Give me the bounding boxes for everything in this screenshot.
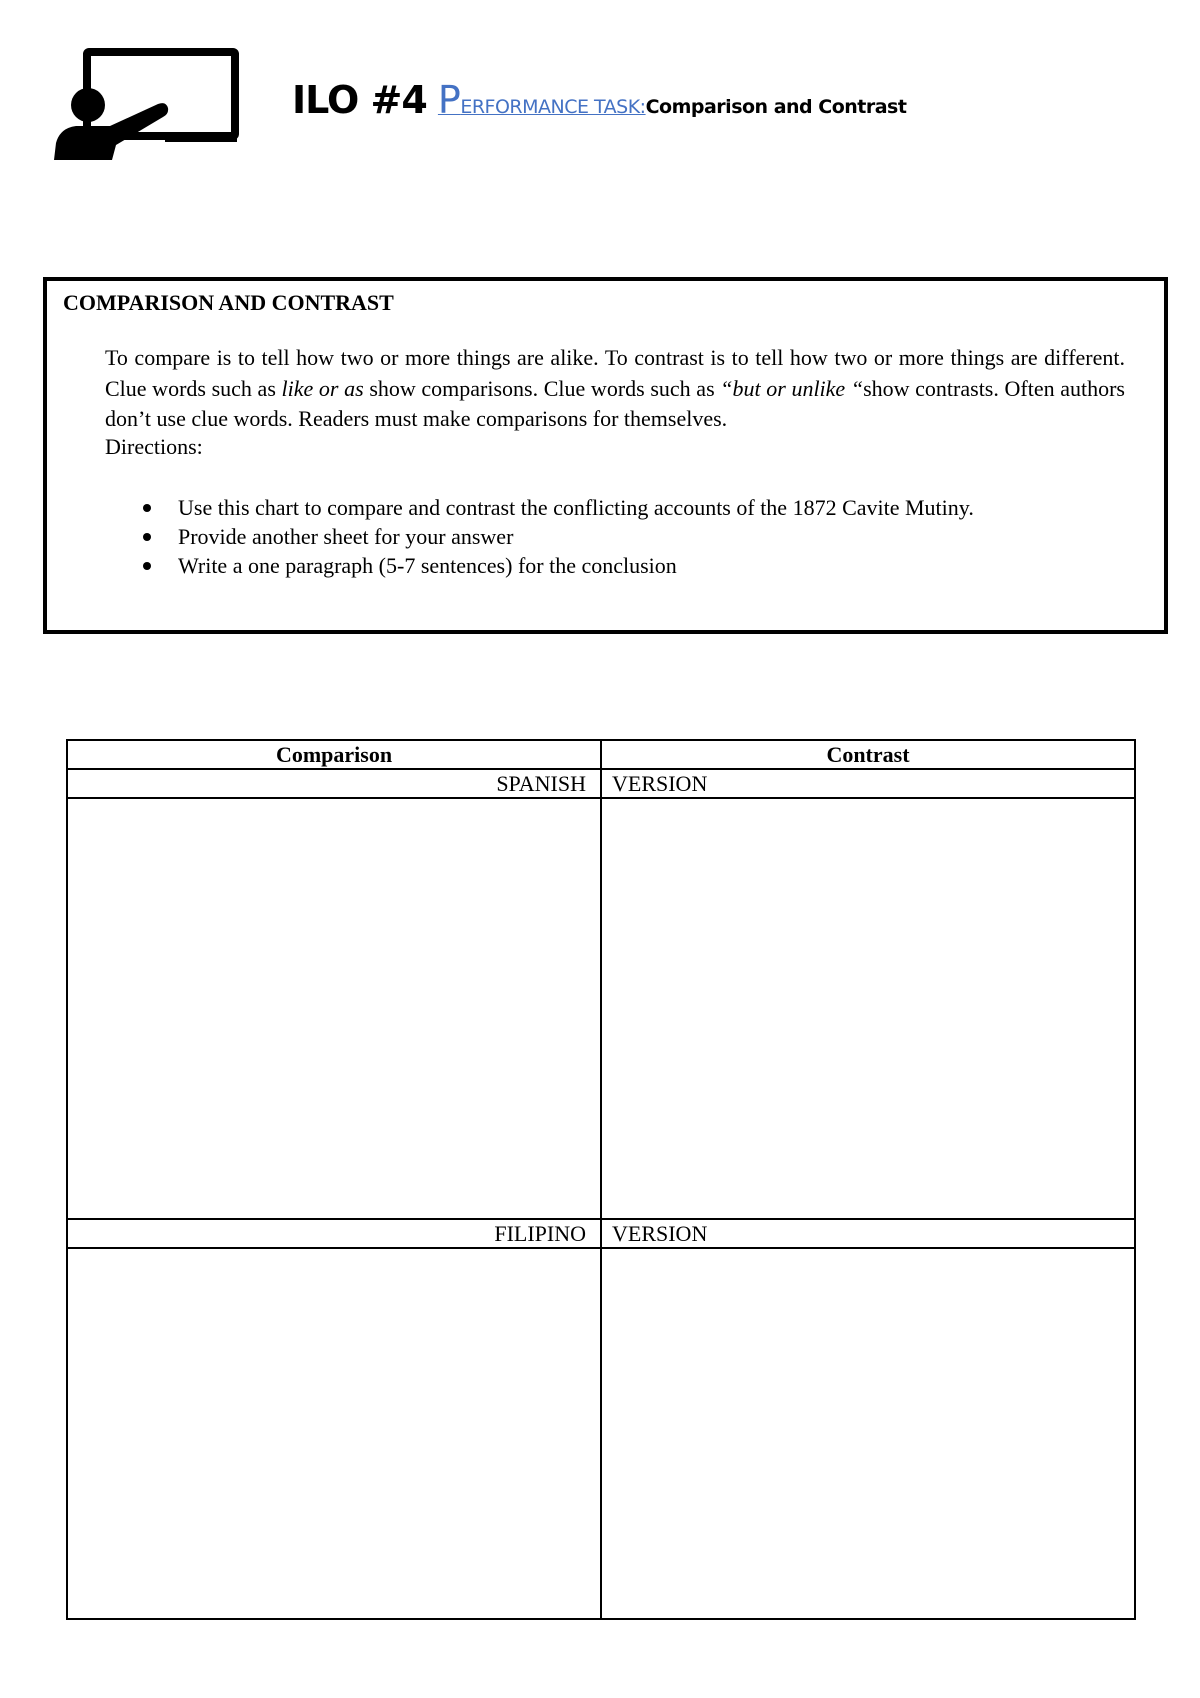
filipino-version-row — [67, 1219, 1135, 1248]
header-contrast: Contrast — [601, 740, 1135, 769]
directions-label: Directions: — [105, 434, 203, 459]
filipino-contrast-cell[interactable] — [601, 1248, 1135, 1619]
spanish-label-right: VERSION — [601, 769, 1135, 798]
table-row — [67, 1248, 1135, 1619]
para-italic-1: like or as — [281, 375, 364, 401]
spanish-version-row — [67, 769, 1135, 798]
para-part-2: show comparisons. Clue words such as — [363, 375, 721, 401]
presenter-icon — [50, 48, 242, 163]
filipino-comparison-cell[interactable] — [67, 1248, 601, 1619]
comparison-table — [66, 739, 1136, 1620]
title-task — [437, 78, 646, 122]
spanish-contrast-cell[interactable] — [601, 798, 1135, 1219]
table-header-row — [67, 740, 1135, 769]
spanish-label-left: SPANISH — [67, 769, 601, 798]
list-item: Provide another sheet for your answer — [105, 522, 974, 551]
para-italic-2: “but or unlike “ — [720, 375, 864, 401]
list-item: Use this chart to compare and contrast the conflicting accounts of the 1872 Cavite Mutiny. — [105, 493, 974, 522]
table-row — [67, 798, 1135, 1219]
title-main: ILO #4 — [292, 78, 427, 122]
spanish-comparison-cell[interactable] — [67, 798, 601, 1219]
title-task-cap: P — [437, 78, 461, 122]
title-subtitle: Comparison and Contrast — [645, 96, 907, 118]
title-task-rest: ERFORMANCE TASK: — [460, 96, 646, 118]
filipino-label-right: VERSION — [601, 1219, 1135, 1248]
page-title — [292, 78, 906, 128]
instructions-box — [43, 277, 1168, 634]
para-part-3: show contrasts. Often authors don’t use clue words. Readers must make comparisons for themselves. — [105, 375, 1125, 431]
box-paragraph — [105, 343, 1125, 435]
filipino-label-left: FILIPINO — [67, 1219, 601, 1248]
box-title: COMPARISON AND CONTRAST — [63, 290, 394, 315]
para-part-1: To compare is to tell how two or more things are alike. To contrast is to tell how two or more things are different. Clue words such as — [105, 345, 1125, 401]
header-comparison: Comparison — [67, 740, 601, 769]
directions-list — [105, 493, 974, 580]
list-item: Write a one paragraph (5-7 sentences) for the conclusion — [105, 551, 974, 580]
